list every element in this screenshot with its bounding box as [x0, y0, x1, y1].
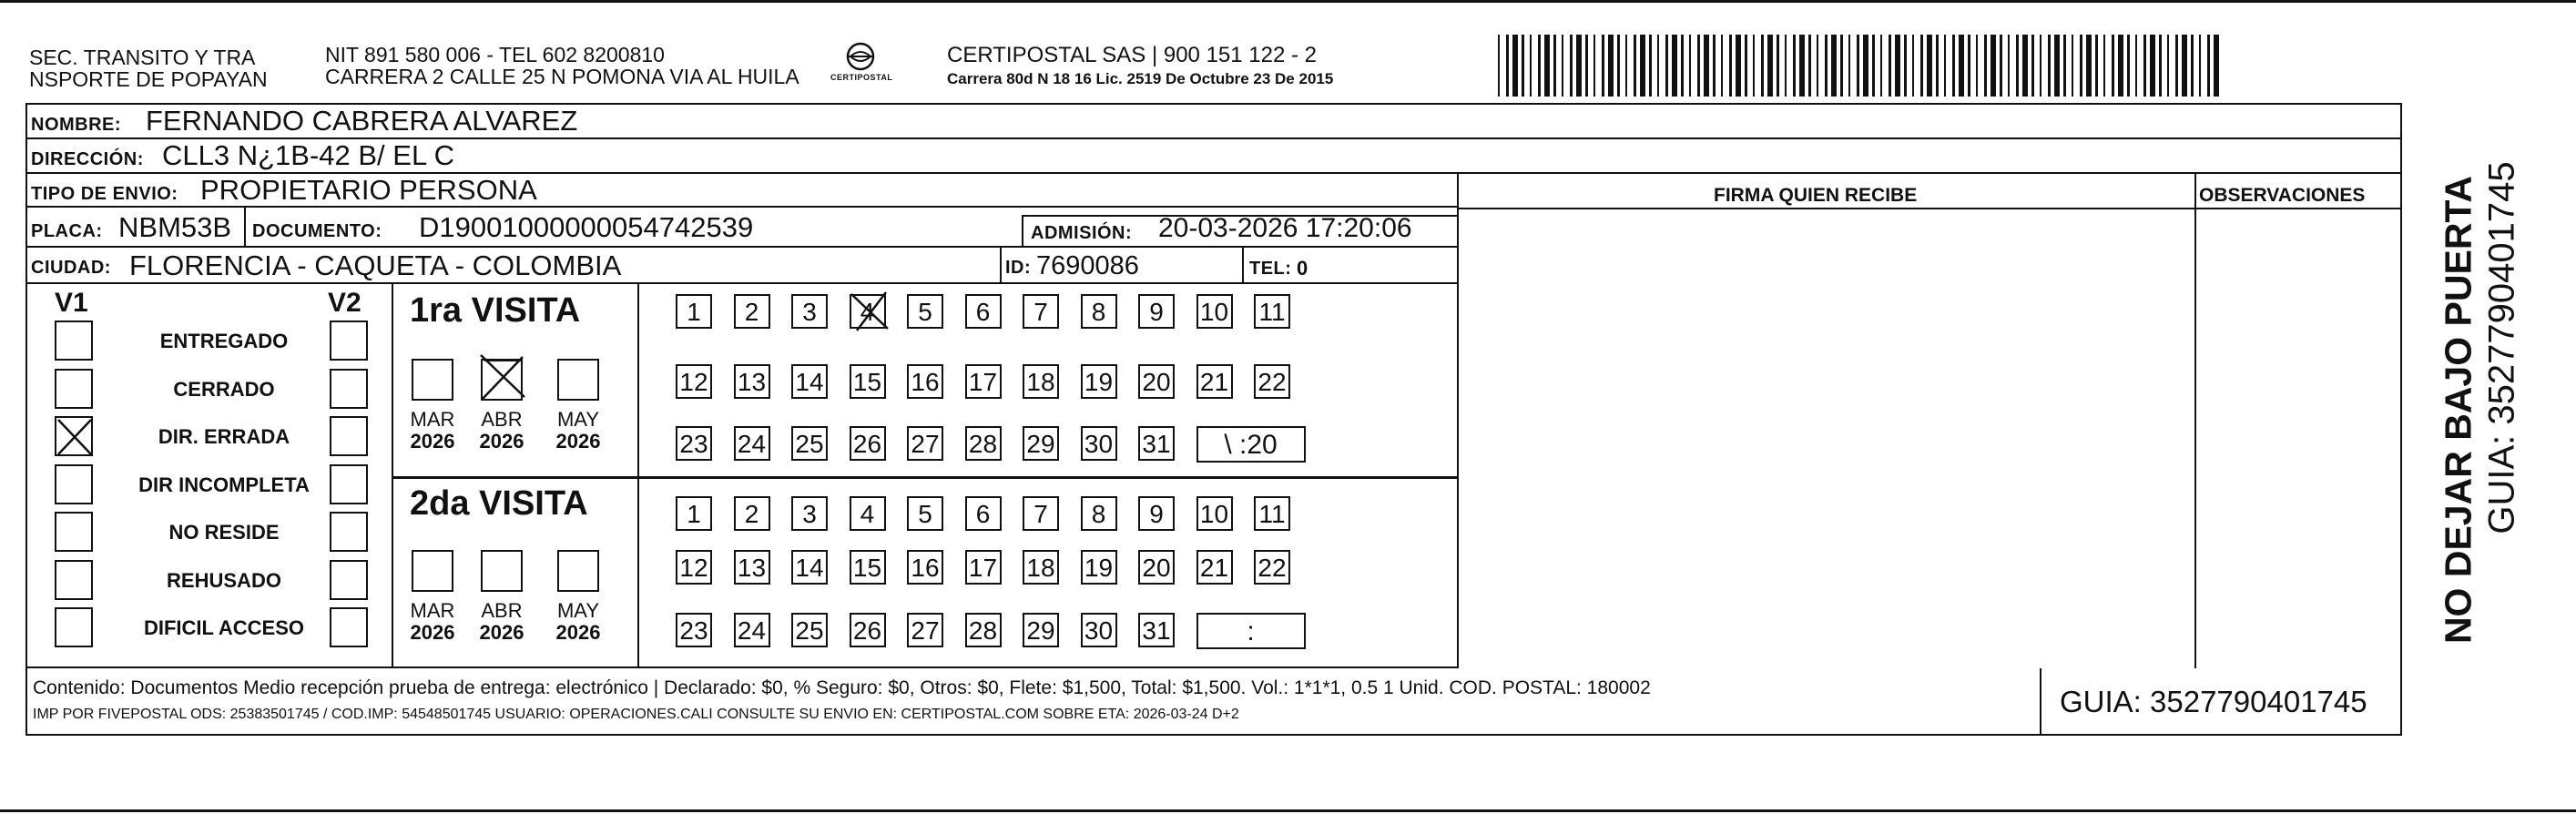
visit2-day-box[interactable] [850, 613, 886, 647]
visit1-day-box[interactable] [676, 426, 712, 461]
visit2-day-box[interactable] [907, 613, 943, 647]
visit1-year-label: 2026 [555, 430, 601, 453]
v2-checkbox[interactable] [330, 607, 368, 647]
status-label: DIR INCOMPLETA [138, 473, 310, 496]
visit2-day-number: 22 [1257, 554, 1287, 582]
visit1-day-box[interactable] [1138, 294, 1175, 329]
placa-value: NBM53B [118, 211, 232, 243]
ciudad-value: FLORENCIA - CAQUETA - COLOMBIA [129, 249, 622, 281]
visit1-day-box[interactable] [1196, 294, 1233, 329]
nit-line1: NIT 891 580 006 - TEL 602 8200810 [325, 43, 665, 66]
visit1-day-box[interactable] [1081, 294, 1117, 329]
visit1-day-number: 26 [852, 430, 882, 458]
visit1-day-box[interactable] [965, 294, 1002, 329]
visit2-month-label: ABR [481, 599, 523, 622]
visit1-day-number: 2 [744, 298, 759, 326]
visit2-day-number: 31 [1142, 616, 1171, 645]
visit1-day-number: 6 [975, 298, 991, 326]
visit1-day-box[interactable] [1254, 364, 1290, 399]
visit2-year-label: 2026 [479, 621, 524, 644]
visit2-day-box[interactable] [791, 613, 828, 647]
visit2-day-box[interactable] [791, 496, 828, 531]
status-label: NO RESIDE [168, 521, 280, 544]
visit1-day-box[interactable] [1138, 426, 1175, 461]
firma-label: FIRMA QUIEN RECIBE [1714, 185, 1918, 206]
visit1-day-box[interactable] [850, 426, 886, 461]
visit2-day-number: 7 [1033, 500, 1048, 528]
documento-value: D19001000000054742539 [419, 211, 754, 243]
visit1-time-box[interactable] [1196, 426, 1306, 463]
v1-checkbox[interactable] [55, 607, 93, 647]
v2-checkbox[interactable] [330, 464, 368, 504]
v1-checkbox[interactable] [55, 369, 93, 409]
visit2-day-number: 8 [1091, 500, 1106, 528]
visit2-day-box[interactable] [1023, 613, 1059, 647]
visit2-month-label: MAY [556, 599, 600, 622]
visit2-day-box[interactable] [850, 496, 886, 531]
visit2-day-number: 18 [1026, 554, 1055, 582]
v2-header: V2 [328, 288, 361, 318]
visit2-day-number: 20 [1142, 554, 1171, 582]
visit1-day-number: 1 [687, 298, 701, 326]
visit1-day-number: 18 [1026, 368, 1055, 396]
visit2-month-checkbox[interactable] [481, 550, 523, 592]
visit1-day-number: 31 [1142, 430, 1171, 458]
documento-label: DOCUMENTO: [252, 221, 382, 241]
visit2-day-number: 11 [1258, 500, 1286, 528]
visit2-day-number: 5 [918, 500, 932, 528]
visit2-year-label: 2026 [555, 621, 601, 644]
visit1-day-box[interactable] [734, 364, 770, 399]
status-label: CERRADO [173, 377, 275, 401]
visit1-month-checkbox[interactable] [412, 359, 453, 401]
visit2-day-number: 13 [737, 554, 767, 582]
visit2-year-label: 2026 [410, 621, 455, 644]
visit2-day-number: 6 [975, 500, 991, 528]
id-divider [1000, 248, 1002, 284]
visit2-day-number: 25 [795, 616, 824, 645]
visit2-day-box[interactable] [907, 550, 943, 585]
visit1-day-number: 30 [1084, 430, 1114, 458]
v1-header: V1 [55, 288, 88, 318]
visit2-day-box[interactable] [734, 496, 770, 531]
visit1-day-box[interactable] [734, 294, 770, 329]
visit1-day-box[interactable] [676, 294, 712, 329]
visit1-day-number: 22 [1257, 368, 1287, 396]
visit1-day-number: 12 [679, 368, 708, 396]
visit1-day-number: 23 [679, 430, 708, 458]
visit1-year-label: 2026 [410, 430, 455, 453]
v2-checkbox[interactable] [330, 369, 368, 409]
visit1-day-number: 11 [1258, 298, 1286, 326]
visit2-day-box[interactable] [965, 496, 1002, 531]
tel-value: 0 [1297, 257, 1308, 280]
logo-text: CERTIPOSTAL [830, 73, 893, 82]
visit-separator [392, 476, 1457, 479]
tel-label: TEL: [1249, 259, 1292, 279]
visit2-day-box[interactable] [676, 613, 712, 647]
firma-header-line [1457, 208, 2400, 209]
visit2-day-number: 15 [852, 554, 882, 582]
courier-line1: CERTIPOSTAL SAS | 900 151 122 - 2 [947, 43, 1317, 67]
courier-line2: Carrera 80d N 18 16 Lic. 2519 De Octubre 23 De 2015 [947, 70, 1334, 87]
visit2-day-number: 1 [687, 500, 701, 528]
observaciones-label: OBSERVACIONES [2199, 185, 2366, 206]
visit1-day-number: 29 [1026, 430, 1055, 458]
visit2-day-number: 24 [737, 616, 767, 645]
ciudad-label: CIUDAD: [31, 258, 111, 278]
v2-checkbox[interactable] [330, 512, 368, 552]
visit1-day-number: 15 [852, 368, 882, 396]
visit2-day-number: 4 [860, 500, 875, 528]
top-edge-line [0, 0, 2576, 3]
visit2-day-box[interactable] [1196, 496, 1233, 531]
visit1-day-number: 10 [1199, 298, 1229, 326]
visit2-day-box[interactable] [1081, 550, 1117, 585]
visit2-day-number: 26 [852, 616, 882, 645]
visit1-day-number: 24 [737, 430, 767, 458]
visit1-month-checkbox[interactable] [481, 359, 523, 401]
visit2-day-number: 23 [679, 616, 708, 645]
visit2-day-box[interactable] [1196, 550, 1233, 585]
visit2-day-number: 27 [911, 616, 940, 645]
visit1-month-label: ABR [481, 408, 523, 431]
visit1-day-number: 4 [860, 298, 875, 326]
visit1-day-number: 21 [1199, 368, 1229, 396]
visit1-day-number: 27 [911, 430, 940, 458]
visit2-day-number: 12 [679, 554, 708, 582]
v1-checkbox[interactable] [55, 416, 93, 456]
visit1-month-label: MAY [556, 408, 600, 431]
visit2-month-checkbox[interactable] [412, 550, 453, 592]
visit2-day-number: 16 [911, 554, 940, 582]
status-label: ENTREGADO [159, 330, 289, 352]
visit1-title: 1ra VISITA [410, 291, 581, 330]
direccion-label: DIRECCIÓN: [31, 149, 144, 169]
visit2-day-number: 21 [1199, 554, 1229, 582]
obs-column-divider [2194, 174, 2196, 668]
visit1-day-box[interactable] [907, 364, 943, 399]
visit1-day-box[interactable] [1023, 294, 1059, 329]
v1-checkbox[interactable] [55, 560, 93, 600]
visit2-day-number: 30 [1084, 616, 1114, 645]
visit1-day-number: 17 [968, 368, 998, 396]
visit2-month-label: MAR [410, 599, 455, 622]
visit2-day-box[interactable] [1254, 496, 1290, 531]
v1-checkbox[interactable] [55, 464, 93, 504]
visit2-day-box[interactable] [1023, 550, 1059, 585]
nombre-label: NOMBRE: [31, 115, 122, 135]
visit2-day-box[interactable] [1138, 496, 1175, 531]
side-guia: GUIA: 3527790401745 [2481, 161, 2522, 534]
v1-checkbox[interactable] [55, 512, 93, 552]
visit1-day-box[interactable] [791, 426, 828, 461]
visit2-day-number: 10 [1199, 500, 1229, 528]
nit-line2: CARRERA 2 CALLE 25 N POMONA VIA AL HUILA [325, 65, 799, 88]
visit1-day-number: 28 [968, 430, 998, 458]
direccion-value: CLL3 N¿1B-42 B/ EL C [162, 139, 455, 171]
visit1-time-value: \ :20 [1224, 430, 1278, 460]
visit2-day-box[interactable] [1023, 496, 1059, 531]
id-value: 7690086 [1036, 251, 1139, 280]
v2-checkbox[interactable] [330, 416, 368, 456]
visit1-day-number: 7 [1033, 298, 1048, 326]
visit2-day-number: 9 [1149, 500, 1164, 528]
visit1-day-box[interactable] [850, 364, 886, 399]
tipo-label: TIPO DE ENVIO: [31, 184, 178, 204]
visit1-day-box[interactable] [965, 364, 1002, 399]
visit2-day-number: 17 [968, 554, 998, 582]
status-label: DIR. ERRADA [158, 425, 290, 448]
visit2-day-box[interactable] [1081, 496, 1117, 531]
visit2-title: 2da VISITA [410, 484, 588, 523]
visit1-day-box[interactable] [907, 426, 943, 461]
visit2-time-box[interactable] [1196, 613, 1306, 649]
visit1-day-number: 20 [1142, 368, 1171, 396]
admision-label: ADMISIÓN: [1031, 223, 1133, 243]
id-label: ID: [1005, 258, 1032, 278]
visit1-day-number: 14 [795, 368, 824, 396]
visit1-day-number: 19 [1084, 368, 1114, 396]
v1-checkbox[interactable] [55, 321, 93, 361]
visit1-month-label: MAR [410, 408, 455, 431]
visit2-day-box[interactable] [1138, 613, 1175, 647]
visit1-day-box[interactable] [1023, 426, 1059, 461]
bottom-edge-line [0, 809, 2576, 812]
visit1-day-number: 16 [911, 368, 940, 396]
v2-checkbox[interactable] [330, 560, 368, 600]
visit1-day-box[interactable] [791, 294, 828, 329]
visit2-day-number: 19 [1084, 554, 1114, 582]
placa-label: PLACA: [31, 221, 103, 241]
visit1-day-number: 9 [1149, 298, 1164, 326]
barcode [1498, 35, 2226, 98]
footer-guia: GUIA: 3527790401745 [2060, 685, 2367, 718]
visit1-day-number: 3 [802, 298, 817, 326]
visit2-day-number: 28 [968, 616, 998, 645]
visit1-day-box[interactable] [676, 364, 712, 399]
visit2-day-box[interactable] [1138, 550, 1175, 585]
firma-column-divider [1457, 174, 1459, 668]
visit2-day-box[interactable] [734, 550, 770, 585]
nombre-value: FERNANDO CABRERA ALVAREZ [146, 105, 578, 137]
status-label: REHUSADO [167, 568, 281, 592]
tipo-value: PROPIETARIO PERSONA [200, 174, 537, 206]
visit1-day-box[interactable] [1138, 364, 1175, 399]
side-notice: NO DEJAR BAJO PUERTA [2437, 175, 2479, 645]
visit1-year-label: 2026 [479, 430, 524, 453]
footer-line1: Contenido: Documentos Medio recepción prueba de entrega: electrónico | Declarado: $0, % Seguro: $0, Otros: $0, Flete: $1,500, Total: $1,500. Vol.: 1*1*1, 0.5 1 Unid. COD. POSTAL: 180002 [33, 677, 1651, 698]
visit1-day-box[interactable] [965, 426, 1002, 461]
visit1-day-number: 8 [1091, 298, 1106, 326]
visit1-day-box[interactable] [734, 426, 770, 461]
visit2-day-box[interactable] [965, 550, 1002, 585]
visit1-day-number: 13 [737, 368, 767, 396]
visit1-day-box[interactable] [1023, 364, 1059, 399]
visit1-day-number: 5 [918, 298, 932, 326]
visit2-day-box[interactable] [907, 496, 943, 531]
visit2-day-box[interactable] [676, 496, 712, 531]
visit2-month-checkbox[interactable] [557, 550, 599, 592]
visit1-day-box[interactable] [1081, 364, 1117, 399]
visit1-day-box[interactable] [1254, 294, 1290, 329]
visit2-day-box[interactable] [1254, 550, 1290, 585]
visit2-day-number: 29 [1026, 616, 1055, 645]
v2-checkbox[interactable] [330, 321, 368, 361]
visit2-day-box[interactable] [734, 613, 770, 647]
visit1-day-box[interactable] [791, 364, 828, 399]
visit2-day-box[interactable] [1081, 613, 1117, 647]
visit1-day-number: 25 [795, 430, 824, 458]
visit2-day-box[interactable] [965, 613, 1002, 647]
footer-line2: IMP POR FIVEPOSTAL ODS: 25383501745 / COD.IMP: 54548501745 USUARIO: OPERACIONES.CALI CONSULTE SU ENVIO EN: CERTIPOSTAL.COM SOBRE ETA: 2026-03-24 D+2 [33, 707, 1239, 722]
visit1-month-checkbox[interactable] [557, 359, 599, 401]
visit2-day-number: 3 [802, 500, 817, 528]
status-label: DIFICIL ACCESO [143, 616, 305, 639]
sender-line1: SEC. TRANSITO Y TRA [29, 46, 256, 69]
certipostal-logo [829, 38, 892, 95]
visit2-day-box[interactable] [850, 550, 886, 585]
visit2-day-number: 2 [744, 500, 759, 528]
tel-divider [1242, 248, 1244, 284]
sender-line2: NSPORTE DE POPAYAN [29, 67, 268, 91]
visit1-day-box[interactable] [1081, 426, 1117, 461]
visit2-time-value: : [1247, 616, 1255, 646]
visit2-day-box[interactable] [676, 550, 712, 585]
visit1-day-box[interactable] [1196, 364, 1233, 399]
visit1-day-box[interactable] [850, 294, 886, 329]
placa-divider [244, 208, 246, 248]
admision-value: 20-03-2026 17:20:06 [1158, 213, 1412, 243]
visit1-day-box[interactable] [907, 294, 943, 329]
visit2-day-box[interactable] [791, 550, 828, 585]
visit2-day-number: 14 [795, 554, 824, 582]
